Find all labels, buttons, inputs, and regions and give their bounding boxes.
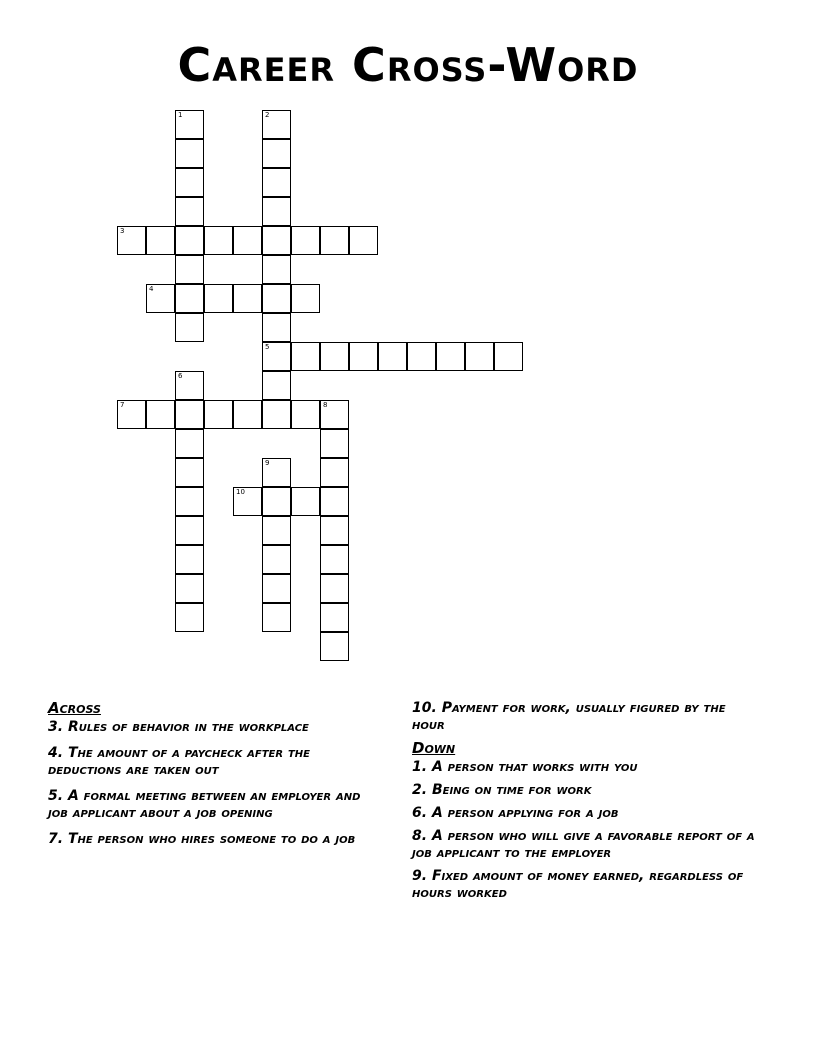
clue-number: 1. [412,759,428,775]
grid-cell[interactable] [436,342,465,371]
grid-cell[interactable] [262,458,291,487]
grid-cell[interactable] [320,574,349,603]
clue-across-10 [412,700,757,734]
grid-cell[interactable] [262,603,291,632]
clue-down-1 [412,759,757,776]
clue-number: 9. [412,868,428,884]
grid-cell[interactable] [233,284,262,313]
cell-number: 3 [120,227,125,235]
grid-cell[interactable] [175,545,204,574]
grid-cell[interactable] [175,400,204,429]
grid-cell[interactable] [262,545,291,574]
clue-down-9 [412,868,757,902]
clue-text: Rules of behavior in the workplace [67,719,309,735]
clues-right-column [412,700,757,908]
clue-down-6 [412,805,757,822]
grid-cell[interactable] [175,458,204,487]
clue-text: A person that works with you [431,759,638,775]
cell-number: 4 [149,285,154,293]
grid-cell[interactable] [291,487,320,516]
grid-cell[interactable] [320,342,349,371]
grid-cell[interactable] [320,429,349,458]
clue-text: Fixed amount of money earned, regardless of hours worked [412,868,744,901]
clue-text: Being on time for work [431,782,592,798]
cell-number: 10 [236,488,245,496]
clue-across-3 [48,719,383,736]
grid-cell[interactable] [262,342,291,371]
grid-cell[interactable] [320,545,349,574]
grid-cell[interactable] [175,371,204,400]
grid-cell[interactable] [262,255,291,284]
clue-number: 2. [412,782,428,798]
grid-cell[interactable] [175,197,204,226]
clue-text: The person who hires someone to do a job [67,831,356,847]
grid-cell[interactable] [378,342,407,371]
grid-cell[interactable] [175,255,204,284]
clue-number: 6. [412,805,428,821]
clue-number: 3. [48,719,64,735]
cell-number: 1 [178,111,183,119]
grid-cell[interactable] [117,226,146,255]
grid-cell[interactable] [320,458,349,487]
grid-cell[interactable] [320,632,349,661]
grid-cell[interactable] [204,226,233,255]
grid-cell[interactable] [262,516,291,545]
grid-cell[interactable] [262,371,291,400]
grid-cell[interactable] [320,487,349,516]
clue-number: 5. [48,788,64,804]
clue-text: A person who will give a favorable report of a job applicant to the employer [412,828,755,861]
grid-cell[interactable] [175,487,204,516]
grid-cell[interactable] [407,342,436,371]
grid-cell[interactable] [175,603,204,632]
clue-across-5 [48,788,383,822]
grid-cell[interactable] [262,139,291,168]
clue-across-7 [48,831,383,848]
grid-cell[interactable] [320,226,349,255]
cell-number: 6 [178,372,183,380]
clue-down-2 [412,782,757,799]
grid-cell[interactable] [175,110,204,139]
grid-cell[interactable] [320,516,349,545]
grid-cell[interactable] [175,516,204,545]
grid-cell[interactable] [494,342,523,371]
grid-cell[interactable] [175,574,204,603]
grid-cell[interactable] [204,284,233,313]
grid-cell[interactable] [204,400,233,429]
cell-number: 8 [323,401,328,409]
grid-cell[interactable] [291,226,320,255]
grid-cell[interactable] [262,313,291,342]
grid-cell[interactable] [291,400,320,429]
grid-cell[interactable] [291,284,320,313]
clue-text: A formal meeting between an employer and job applicant about a job opening [48,788,361,821]
grid-cell[interactable] [233,226,262,255]
grid-cell[interactable] [262,487,291,516]
grid-cell[interactable] [233,487,262,516]
grid-cell[interactable] [262,400,291,429]
cell-number: 2 [265,111,270,119]
grid-cell[interactable] [175,284,204,313]
grid-cell[interactable] [262,284,291,313]
grid-cell[interactable] [262,168,291,197]
grid-cell[interactable] [262,110,291,139]
grid-cell[interactable] [175,168,204,197]
across-heading: Across [48,699,101,717]
clue-number: 10. [412,700,437,716]
cell-number: 5 [265,343,270,351]
down-heading: Down [412,739,456,757]
grid-cell[interactable] [291,342,320,371]
grid-cell[interactable] [175,313,204,342]
grid-cell[interactable] [175,139,204,168]
grid-cell[interactable] [175,429,204,458]
clue-down-8 [412,828,757,862]
grid-cell[interactable] [465,342,494,371]
grid-cell[interactable] [349,226,378,255]
clue-number: 8. [412,828,428,844]
grid-cell[interactable] [146,284,175,313]
grid-cell[interactable] [262,574,291,603]
clue-number: 7. [48,831,64,847]
clue-number: 4. [48,745,64,761]
grid-cell[interactable] [349,342,378,371]
page-title: Career Cross-Word [177,38,639,92]
cell-number: 7 [120,401,125,409]
grid-cell[interactable] [146,400,175,429]
clue-across-4 [48,745,383,779]
grid-cell[interactable] [233,400,262,429]
clues-left-column [48,700,383,857]
grid-cell[interactable] [262,197,291,226]
grid-cell[interactable] [262,226,291,255]
grid-cell[interactable] [320,603,349,632]
clue-text: The amount of a paycheck after the deductions are taken out [48,745,310,778]
clue-text: A person applying for a job [431,805,619,821]
clue-text: Payment for work, usually figured by the hour [412,700,726,733]
grid-cell[interactable] [117,400,146,429]
grid-cell[interactable] [146,226,175,255]
grid-cell[interactable] [175,226,204,255]
cell-number: 9 [265,459,270,467]
grid-cell[interactable] [320,400,349,429]
